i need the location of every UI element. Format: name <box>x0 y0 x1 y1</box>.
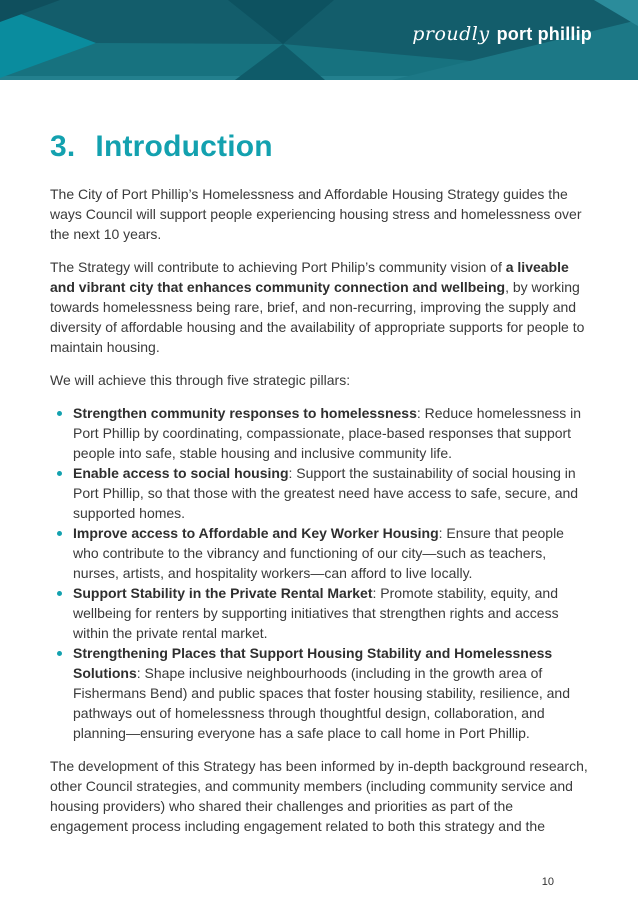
intro-paragraph-1: The City of Port Phillip’s Homelessness and Affordable Housing Strategy guides the ways Council will support people experiencing housing stress and homelessness over the next 10 years. <box>50 186 582 242</box>
paragraph-2-pre: The Strategy will contribute to achieving Port Philip’s community vision of <box>50 259 506 275</box>
list-item <box>50 583 590 643</box>
strategic-pillars-list <box>50 403 590 743</box>
list-item <box>50 403 590 463</box>
paragraph-2-bold-vision: a liveable and vibrant city that enhances community connection and wellbeing <box>50 259 569 295</box>
page-content <box>0 80 638 836</box>
bullet-icon <box>57 531 62 536</box>
page-footer <box>542 876 554 888</box>
pillar-title: Strengthen community responses to homelessness <box>73 405 417 421</box>
pillar-description: : Support the sustainability of social housing in Port Phillip, so that those with the greatest need have access to safe, secure, and supported homes. <box>73 465 579 521</box>
bullet-icon <box>57 591 62 596</box>
page-title <box>50 130 590 164</box>
pillar-description: : Shape inclusive neighbourhoods (including in the growth area of Fishermans Bend) and public spaces that foster housing stability, resilience, and pathways out of homelessness through thoughtful design, collaboration, and planning—ensuring everyone has a safe place to call home in Port Phillip. <box>73 665 571 741</box>
pillar-description: : Ensure that people who contribute to the vibrancy and functioning of our city—such as teachers, nurses, artists, and hospitality workers—can afford to live locally. <box>73 525 564 581</box>
list-item <box>50 463 590 523</box>
pillar-description: : Promote stability, equity, and wellbeing for renters by supporting initiatives that strengthen rights and access within the private rental market. <box>73 585 559 641</box>
pillars-lead-in: We will achieve this through five strategic pillars: <box>50 372 351 388</box>
section-title: Introduction <box>95 130 273 163</box>
pillar-title: Strengthening Places that Support Housing Stability and Homelessness Solutions <box>73 645 553 681</box>
pillar-title: Enable access to social housing <box>73 465 289 481</box>
section-number: 3. <box>50 130 76 163</box>
bullet-icon <box>57 411 62 416</box>
list-item <box>50 643 590 743</box>
page-number: 10 <box>541 876 554 888</box>
bullet-icon <box>57 471 62 476</box>
pillar-description: : Reduce homelessness in Port Phillip by coordinating, compassionate, place-based responses that support people into safe, stable housing and inclusive community life. <box>73 405 582 461</box>
paragraph-2-post: , by working towards homelessness being rare, brief, and non-recurring, improving the supply and diversity of affordable housing and the availability of appropriate supports for people to maintain housing. <box>50 279 585 355</box>
closing-paragraph: The development of this Strategy has been informed by in-depth background research, other Council strategies, and community members (including community service and housing providers) who shared their challenges and priorities as part of the engagement process including engagement related to both this strategy and the <box>50 758 588 834</box>
intro-paragraph-2 <box>50 257 590 357</box>
bullet-icon <box>57 651 62 656</box>
list-item <box>50 523 590 583</box>
pillar-title: Improve access to Affordable and Key Worker Housing <box>73 525 439 541</box>
logo-brand-text: port phillip <box>496 24 592 44</box>
pillar-title: Support Stability in the Private Rental Market <box>73 585 373 601</box>
header-band <box>0 0 638 80</box>
logo-script-text: proudly <box>412 23 490 45</box>
port-phillip-logo <box>412 23 592 45</box>
